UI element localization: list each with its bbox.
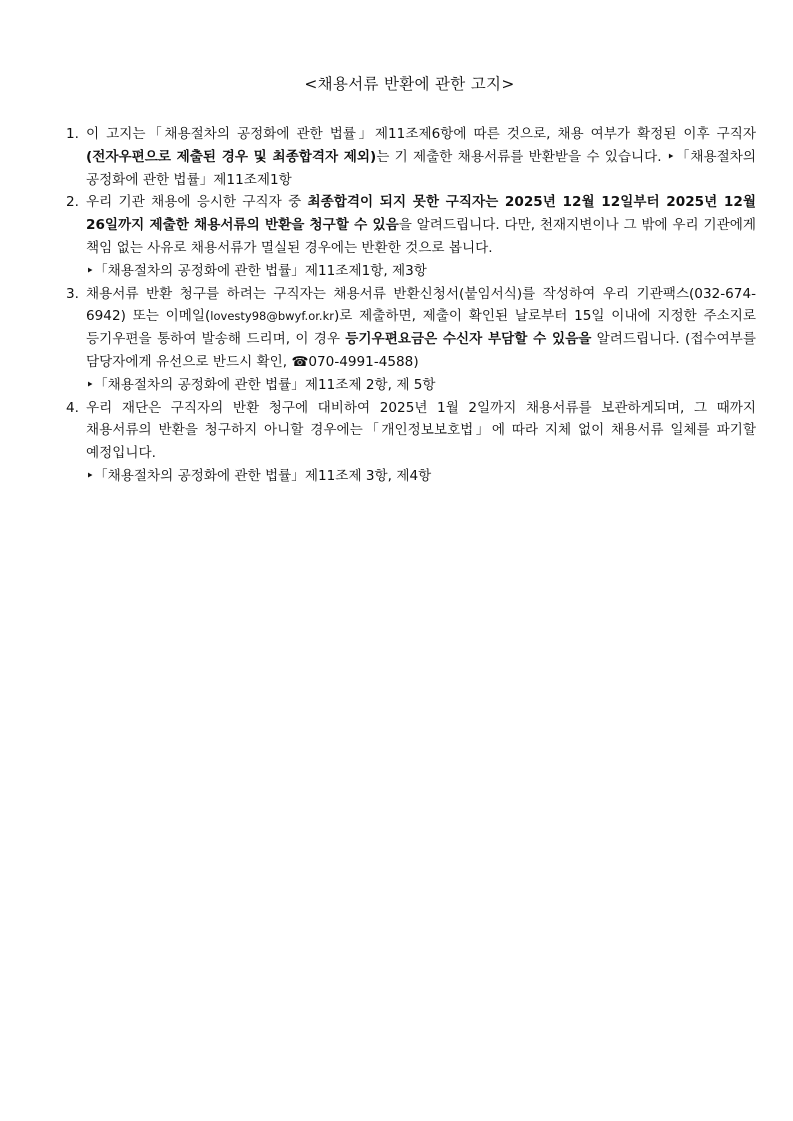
- notice-list: [66, 123, 756, 488]
- email-address: lovesty98@bwyf.or.kr: [210, 309, 334, 324]
- item-number: 2.: [66, 194, 79, 211]
- item-number: 4.: [66, 399, 79, 416]
- notice-item-3: [66, 283, 756, 397]
- item-text: 우리 기관 채용에 응시한 구직자 중: [86, 194, 308, 211]
- law-reference: ‣「채용절차의 공정화에 관한 법률」제11조제 2항, 제 5항: [86, 376, 436, 393]
- item-emphasis: 등기우편요금은 수신자 부담할 수 있음을: [345, 331, 592, 348]
- page-title: <채용서류 반환에 관한 고지>: [304, 75, 515, 93]
- item-number: 1.: [66, 126, 79, 142]
- item-text: 우리 재단은 구직자의 반환 청구에 대비하여 2025년 1월 2일까지 채용서류를 보관하게되며, 그 때까지 채용서류의 반환을 청구하지 아니할 경우에는「개인정보보호법」에 따라 지체 없이 채용서류 일체를 파기할 예정입니다.: [86, 399, 756, 462]
- item-text: 알려드립니다. (접수여부를 담당자에게 유선으로 반드시 확인, ☎070-4991-4588): [86, 331, 756, 370]
- item-text: 는 기 제출한 채용서류를 반환받을 수 있습니다. ‣「채용절차의 공정화에 관한 법률」제11조제1항: [86, 148, 756, 188]
- item-text: )로 제출하면, 제출이 확인된 날로부터 15일 이내에 지정한 주소지로 등기우편을 통하여 발송해 드리며, 이 경우: [86, 308, 756, 348]
- item-emphasis: 최종합격이 되지 못한 구직자는 2025년 12월 12일부터 2025년 12월 26일까지 제출한 채용서류의 반환을 청구할 수 있음: [86, 194, 756, 234]
- law-reference: ‣「채용절차의 공정화에 관한 법률」제11조제 3항, 제4항: [86, 467, 432, 484]
- notice-item-1: [66, 123, 756, 191]
- law-reference: ‣「채용절차의 공정화에 관한 법률」제11조제1항, 제3항: [86, 262, 427, 279]
- item-text: 채용서류 반환 청구를 하려는 구직자는 채용서류 반환신청서(붙임서식)를 작성하여 우리 기관팩스(032-674-6942) 또는 이메일(: [86, 285, 756, 325]
- item-text: 을 알려드립니다. 다만, 천재지변이나 그 밖에 우리 기관에게 책임 없는 사유로 채용서류가 멸실된 경우에는 반환한 것으로 봅니다.: [86, 217, 756, 256]
- notice-item-2: [66, 191, 756, 282]
- item-emphasis: (전자우편으로 제출된 경우 및 최종합격자 제외): [86, 148, 377, 165]
- item-text: 이 고지는「채용절차의 공정화에 관한 법률」제11조제6항에 따른 것으로, 채용 여부가 확정된 이후 구직자: [86, 126, 756, 142]
- notice-item-4: [66, 397, 756, 488]
- item-number: 3.: [66, 285, 79, 302]
